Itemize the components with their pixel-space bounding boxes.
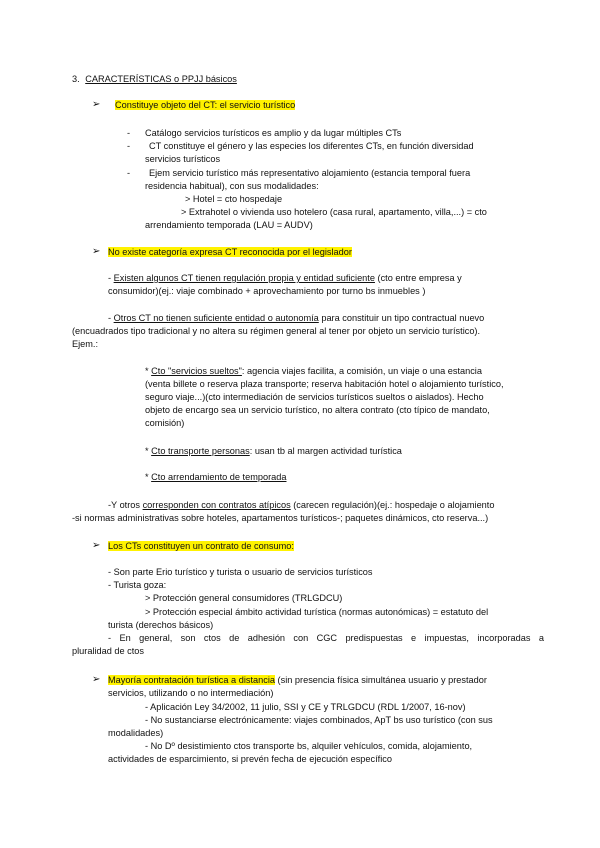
s2-e2-underlined: Cto transporte personas: [151, 446, 250, 456]
section-number: 3.: [72, 74, 80, 84]
s2-p3-underlined: corresponden con contratos atípicos: [142, 500, 291, 510]
s2-p2-rest: para constituir un tipo contractual nuevo: [318, 313, 485, 323]
s2-e1-underlined: Cto "servicios sueltos": [151, 366, 242, 376]
s2-p3-rest: (carecen regulación)(ej.: hospedaje o alojamiento: [290, 500, 495, 510]
dash-bullet-icon: -: [127, 141, 131, 151]
s4-line-5: actividades de esparcimiento, si prevén fecha de ejecución específico: [108, 754, 392, 764]
s3-line-3: > Protección general consumidores (TRLGDCU): [145, 593, 343, 603]
arrow-bullet-icon: ➢: [92, 674, 101, 685]
s1-extrahotel: > Extrahotel o vivienda uso hotelero (casa rural, apartamento, villa,...) = cto: [181, 207, 487, 217]
s1-bullet-3-cont: residencia habitual), con sus modalidades:: [145, 181, 319, 191]
s2-p1-rest: (cto entre empresa y: [374, 273, 462, 283]
s2-paragraph-2-ejem: Ejem.:: [72, 339, 99, 349]
s2-p2-underlined: Otros CT no tienen suficiente entidad o autonomía: [113, 313, 319, 323]
arrow-bullet-icon: ➢: [92, 99, 101, 110]
s2-p1-prefix: -: [108, 273, 114, 283]
section-heading: [72, 73, 237, 86]
s2-paragraph-2-cont: (encuadrados tipo tradicional y no altera su régimen general al tener por objeto un servicio turístico).: [72, 326, 481, 336]
arrow-bullet-icon: ➢: [92, 246, 101, 257]
s2-example-1-line-3: seguro viaje...)(cto intermediación de servicios turísticos sueltos o aislados). Hecho: [145, 392, 484, 402]
s1-bullet-1: Catálogo servicios turísticos es amplio y da lugar múltiples CTs: [145, 128, 402, 138]
s4-line-1: - Aplicación Ley 34/2002, 11 julio, SSI y CE y TRLGDCU (RDL 1/2007, 16-nov): [145, 702, 466, 712]
s2-e1-star: *: [145, 366, 152, 376]
s2-heading: [108, 246, 352, 259]
s2-paragraph-2: [108, 312, 484, 325]
s2-e3-star: *: [145, 472, 152, 482]
s2-p3-prefix: -Y otros: [108, 500, 143, 510]
s3-heading-text: Los CTs constituyen un contrato de consumo:: [108, 541, 294, 551]
s2-paragraph-1: [108, 272, 462, 285]
s3-line-1: - Son parte Erio turístico y turista o usuario de servicios turísticos: [108, 567, 373, 577]
s2-example-3: [145, 471, 286, 484]
s2-example-1-line-5: comisión): [145, 418, 185, 428]
s2-p2-prefix: -: [108, 313, 114, 323]
s3-line-5: turista (derechos básicos): [108, 620, 214, 630]
s1-bullet-2: CT constituye el género y las especies los diferentes CTs, en función diversidad: [149, 141, 474, 151]
s3-line-2: - Turista goza:: [108, 580, 167, 590]
s1-hotel: > Hotel = cto hospedaje: [185, 194, 283, 204]
s4-line-3: modalidades): [108, 728, 164, 738]
s2-paragraph-1-cont: consumidor)(ej.: viaje combinado + aprovechamiento por turno bs inmuebles ): [108, 286, 426, 296]
s1-bullet-3: Ejem servicio turístico más representativo alojamiento (estancia temporal fuera: [149, 168, 471, 178]
s2-e3-underlined: Cto arrendamiento de temporada: [151, 472, 287, 482]
s1-extrahotel-cont: arrendamiento temporada (LAU = AUDV): [145, 220, 313, 230]
s2-e2-star: *: [145, 446, 152, 456]
dash-bullet-icon: -: [127, 168, 131, 178]
s2-example-2: [145, 445, 402, 458]
s2-e2-rest: : usan tb al margen actividad turística: [249, 446, 402, 456]
s4-line-2: - No sustanciarse electrónicamente: viajes combinados, ApT bs uso turístico (con sus: [145, 715, 493, 725]
dash-bullet-icon: -: [127, 128, 131, 138]
s2-p1-underlined: Existen algunos CT tienen regulación propia y entidad suficiente: [113, 273, 375, 283]
s4-heading-cont: servicios, utilizando o no intermediación): [108, 688, 274, 698]
s3-heading: [108, 540, 294, 553]
s4-heading-rest: (sin presencia física simultánea usuario y prestador: [275, 675, 487, 685]
s2-heading-text: No existe categoría expresa CT reconocida por el legislador: [108, 247, 352, 257]
s1-bullet-2-cont: servicios turísticos: [145, 154, 221, 164]
s2-example-1-line-2: (venta billete o reserva plaza transporte; reserva habitación hotel o alojamiento turístico,: [145, 379, 504, 389]
s4-heading-text: Mayoría contratación turística a distancia: [108, 675, 275, 685]
s3-line-4: > Protección especial ámbito actividad turística (normas autonómicas) = estatuto del: [145, 607, 489, 617]
s2-paragraph-3: [108, 499, 494, 512]
s2-paragraph-3-cont: -si normas administrativas sobre hoteles, apartamentos turísticos-; paquetes dinámicos, cto reserva...): [72, 513, 489, 523]
s4-heading: [108, 674, 487, 687]
s4-line-4: - No Dº desistimiento ctos transporte bs, alquiler vehículos, comida, alojamiento,: [145, 741, 473, 751]
s2-example-1: [145, 365, 482, 378]
s1-heading-text: Constituye objeto del CT: el servicio turístico: [115, 100, 296, 110]
s3-line-7: pluralidad de ctos: [72, 646, 145, 656]
section-title: CARACTERÍSTICAS o PPJJ básicos: [85, 74, 237, 84]
s1-heading: [115, 99, 295, 112]
s2-e1-rest: : agencia viajes facilita, a comisión, un viaje o una estancia: [241, 366, 482, 376]
s3-line-6: - En general, son ctos de adhesión con CGC predispuestas e impuestas, incorporadas a: [108, 633, 544, 643]
s2-example-1-line-4: objeto de encargo sea un servicio turístico, no altera contrato (cto típico de mandato,: [145, 405, 490, 415]
arrow-bullet-icon: ➢: [92, 540, 101, 551]
